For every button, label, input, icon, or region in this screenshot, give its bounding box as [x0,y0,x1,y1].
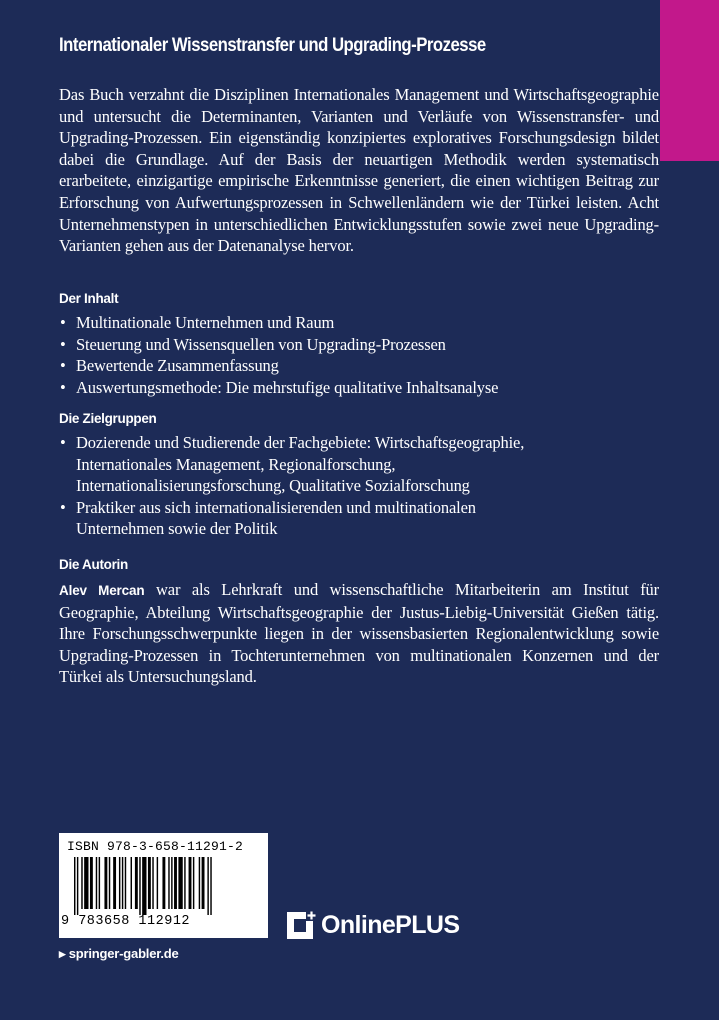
website-text: springer-gabler.de [68,946,179,961]
autorin-heading: Die Autorin [59,557,128,572]
isbn-text: ISBN 978-3-658-11291-2 [67,839,244,854]
list-item-line: Internationalisierungsforschung, Qualitative Sozialforschung [76,476,470,496]
onlineplus-logo [287,910,459,940]
list-item: • Bewertende Zusammenfassung [59,355,498,377]
autorin-paragraph [59,579,659,688]
zielgruppen-heading: Die Zielgruppen [59,411,157,426]
list-item-line: Dozierende und Studierende der Fachgebiete: Wirtschaftsgeographie, [76,433,525,452]
list-item [59,432,524,497]
website-link[interactable]: ▸ springer-gabler.de [59,946,179,961]
barcode-number: 9 783658 112912 [61,914,191,929]
onlineplus-text: OnlinePLUS [321,910,460,939]
list-item: • Steuerung und Wissensquellen von Upgrading-Prozessen [59,334,498,356]
author-name: Alev Mercan [59,583,145,598]
barcode [59,833,268,938]
zielgruppen-list [59,432,524,540]
magenta-accent-bar [660,0,719,161]
inhalt-heading: Der Inhalt [59,291,119,306]
list-item: • Auswertungsmethode: Die mehrstufige qualitative Inhaltsanalyse [59,377,498,399]
list-item [59,497,524,540]
list-item-line: Praktiker aus sich internationalisierenden und multinationalen [76,497,476,517]
onlineplus-icon [287,910,317,940]
inhalt-list [59,312,498,398]
author-bio: war als Lehrkraft und wissenschaftliche Mitarbeiterin am Institut für Geographie, Abteilung Wirtschaftsgeographie der Justus-Liebig-Universität Gießen tätig. Ihre Forschungsschwerpunkte liegen in der wissensbasierten Regionalentwicklung sowie Upgrading-Prozessen in Tochterunternehmen von multinationalen Konzernen und der Türkei als Untersuchungsland. [59,580,659,687]
list-item-line: Internationales Management, Regionalforschung, [76,454,396,474]
barcode-bars [74,857,254,915]
list-item: • Multinationale Unternehmen und Raum [59,312,498,334]
intro-paragraph: Das Buch verzahnt die Disziplinen Internationales Management und Wirtschaftsgeographie und untersucht die Determinanten, Varianten und Verläufe von Wissenstransfer- und Upgrading-Prozessen. Ein eigenständig konzipiertes exploratives Forschungsdesign bildet dabei die Grundlage. Auf der Basis der neuartigen Methodik werden systematisch erarbeitete, einzigartige empirische Erkenntnisse generiert, die einen wichtigen Beitrag zur Erforschung von Aufwertungsprozessen in Schwellenländern wie der Türkei leisten. Acht Unternehmenstypen in unterschiedlichen Entwicklungsstufen sowie zwei neue Upgrading-Varianten gehen aus der Datenanalyse hervor. [59,85,659,256]
list-item-line: Unternehmen sowie der Politik [76,519,278,539]
book-title: Internationaler Wissenstransfer und Upgrading-Prozesse [59,34,486,56]
